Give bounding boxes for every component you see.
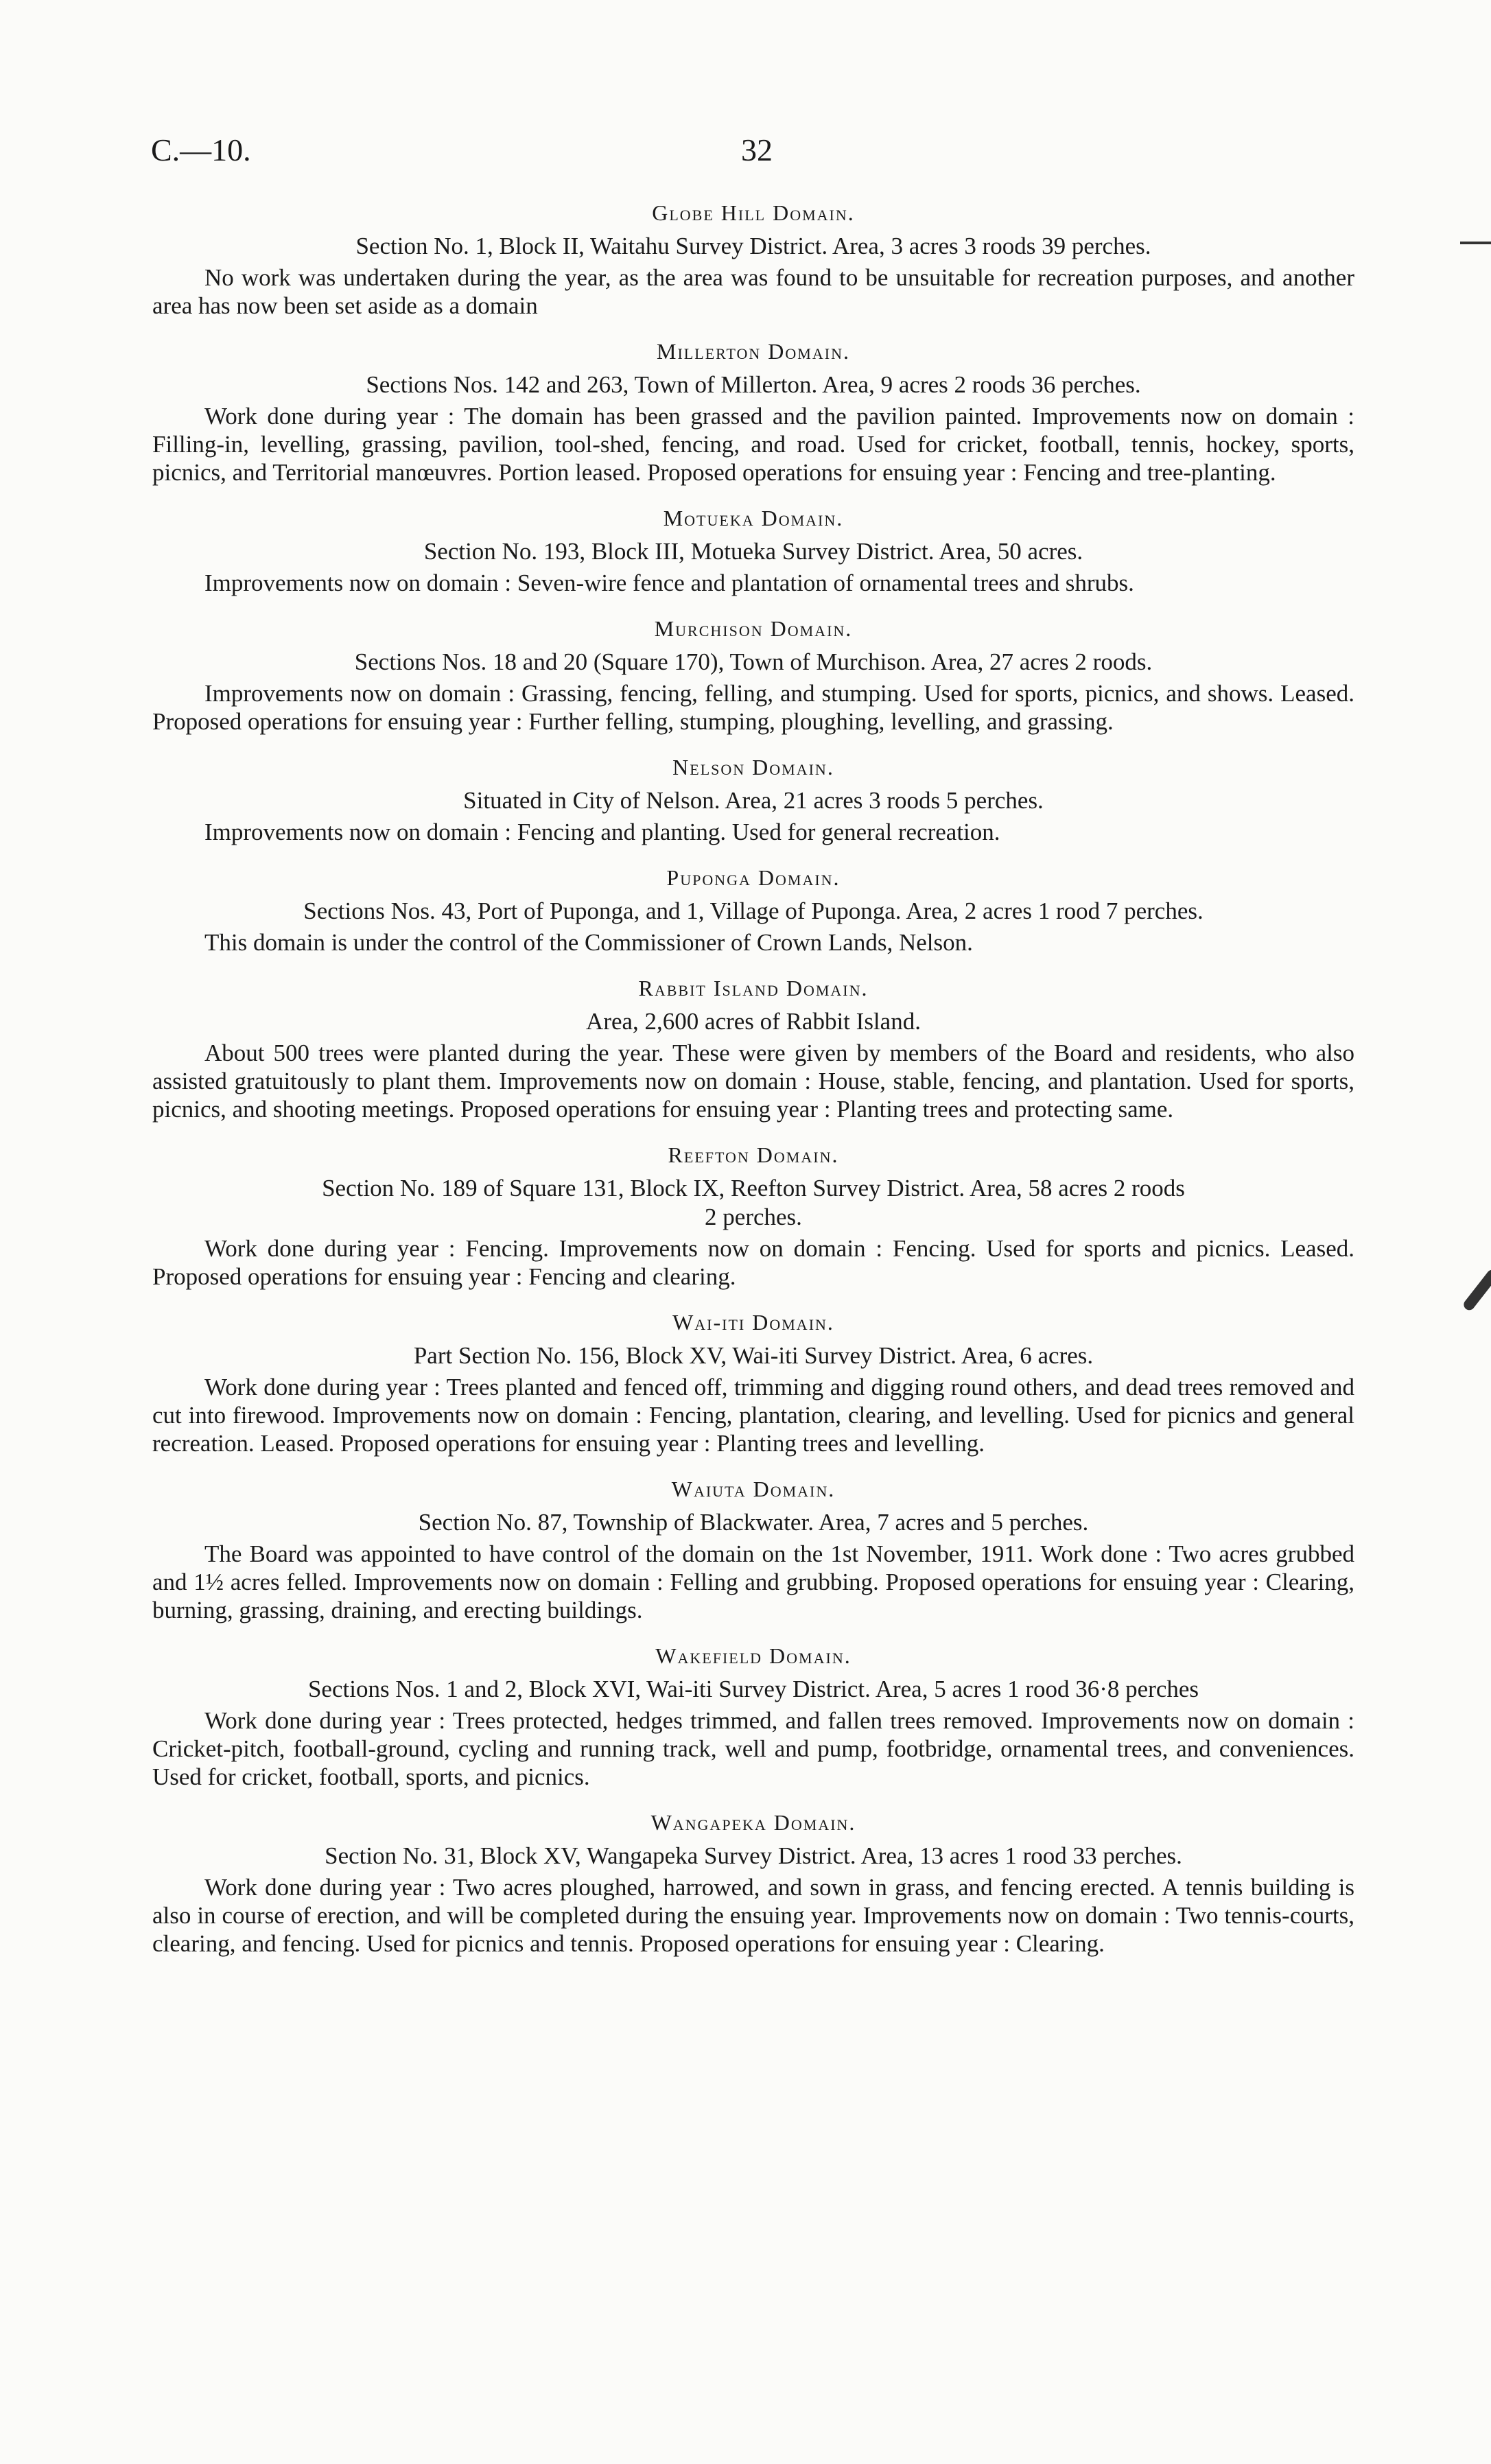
section-title: Wangapeka Domain. [650,1810,856,1835]
section-location: Section No. 193, Block III, Motueka Survey District. Area, 50 acres. [423,538,1083,565]
section-text: Work done during year : Fencing. Improvements now on domain : Fencing. Used for sports and picnics. Leased. Proposed operations for ensuing year : Fencing and clearing. [152,1235,1354,1290]
section-title: Motueka Domain. [663,506,844,530]
section-location: Section No. 87, Township of Blackwater. Area, 7 acres and 5 perches. [418,1509,1089,1536]
domain-section [152,1309,1354,1457]
domain-section [152,1475,1354,1624]
domain-section [152,504,1354,597]
section-title: Wakefield Domain. [655,1643,852,1668]
section-title: Millerton Domain. [657,339,850,364]
section-text: Improvements now on domain : Seven-wire fence and plantation of ornamental trees and shrubs. [204,570,1134,596]
section-title: Rabbit Island Domain. [638,976,869,1000]
section-location: Area, 2,600 acres of Rabbit Island. [586,1008,921,1035]
scan-mark [1460,242,1491,244]
section-location: Sections Nos. 18 and 20 (Square 170), Town of Murchison. Area, 27 acres 2 roods. [354,648,1153,675]
domain-section [152,615,1354,736]
section-text: Improvements now on domain : Fencing and planting. Used for general recreation. [204,819,1000,845]
section-text: Work done during year : Two acres ploughed, harrowed, and sown in grass, and fencing erected. A tennis building is also in course of erection, and will be completed during the ensuing year. Improvements now on domain : Two tennis-courts, clearing, and fencing. Used for picnics and tennis. Proposed operations for ensuing year : Clearing. [152,1874,1354,1957]
section-text: The Board was appointed to have control of the domain on the 1st November, 1911. Work done : Two acres grubbed and 1½ acres felled. Improvements now on domain : Felling and grubbing. Proposed operations for ensuing year : Clearing, burning, grassing, draining, and erecting buildings. [152,1540,1354,1623]
section-text: About 500 trees were planted during the year. These were given by members of the Board and residents, who also assisted gratuitously to plant them. Improvements now on domain : House, stable, fencing, and plantation. Used for sports, picnics, and shooting meetings. Proposed operations for ensuing year : Planting trees and protecting same. [152,1040,1354,1123]
domain-section [152,864,1354,957]
section-location: Sections Nos. 1 and 2, Block XVI, Wai-iti Survey District. Area, 5 acres 1 rood 36·8 perches [307,1676,1199,1702]
section-location: Sections Nos. 43, Port of Puponga, and 1, Village of Puponga. Area, 2 acres 1 rood 7 perches. [303,897,1204,924]
domain-section [152,338,1354,486]
page-body [152,199,1354,1975]
section-text: Work done during year : The domain has been grassed and the pavilion painted. Improvements now on domain : Filling-in, levelling, grassing, pavilion, tool-shed, fencing, and road. Used for cricket, football, tennis, hockey, sports, picnics, and Territorial manœuvres. Portion leased. Proposed operations for ensuing year : Fencing and tree-planting. [152,403,1354,486]
domain-section [152,199,1354,320]
section-location: Section No. 1, Block II, Waitahu Survey District. Area, 3 acres 3 roods 39 perches. [355,233,1151,259]
section-text: Improvements now on domain : Grassing, fencing, felling, and stumping. Used for sports, picnics, and shows. Leased. Proposed operations for ensuing year : Further felling, stumping, ploughing, levelling, and grassing. [152,680,1354,735]
page-number: 32 [741,132,773,167]
location-continuation: 2 perches. [705,1204,802,1230]
section-location: Situated in City of Nelson. Area, 21 acres 3 roods 5 perches. [463,787,1044,814]
section-text: No work was undertaken during the year, as the area was found to be unsuitable for recreation purposes, and another area has now been set aside as a domain [152,264,1354,319]
domain-section [152,1809,1354,1958]
section-location: Section No. 31, Block XV, Wangapeka Survey District. Area, 13 acres 1 rood 33 perches. [325,1842,1182,1869]
section-title: Nelson Domain. [672,755,834,779]
section-location: Sections Nos. 142 and 263, Town of Millerton. Area, 9 acres 2 roods 36 perches. [366,371,1141,398]
section-location: Part Section No. 156, Block XV, Wai-iti Survey District. Area, 6 acres. [413,1342,1094,1369]
section-title: Puponga Domain. [666,865,841,890]
scan-mark [1461,1267,1491,1312]
section-title: Wai-iti Domain. [672,1310,834,1335]
location-line: Section No. 189 of Square 131, Block IX, Reefton Survey District. Area, 58 acres 2 roods [322,1175,1185,1201]
section-title: Globe Hill Domain. [652,200,855,225]
section-title: Reefton Domain. [668,1142,839,1167]
section-text: This domain is under the control of the Commissioner of Crown Lands, Nelson. [204,929,973,956]
domain-section [152,1642,1354,1791]
section-location [152,1174,1354,1232]
domain-section [152,974,1354,1123]
page-header [151,132,1359,173]
section-title: Waiuta Domain. [671,1477,836,1501]
section-text: Work done during year : Trees planted and fenced off, trimming and digging round others, and dead trees removed and cut into firewood. Improvements now on domain : Fencing, plantation, clearing, and levelling. Used for picnics and general recreation. Leased. Proposed operations for ensuing year : Planting trees and levelling. [152,1374,1354,1457]
section-text: Work done during year : Trees protected, hedges trimmed, and fallen trees removed. Improvements now on domain : Cricket-pitch, football-ground, cycling and running track, well and pump, footbridge, ornamental trees, and conveniences. Used for cricket, football, sports, and picnics. [152,1707,1354,1790]
section-title: Murchison Domain. [654,616,853,641]
domain-section [152,1141,1354,1291]
report-reference: C.—10. [151,132,251,167]
domain-section [152,753,1354,846]
